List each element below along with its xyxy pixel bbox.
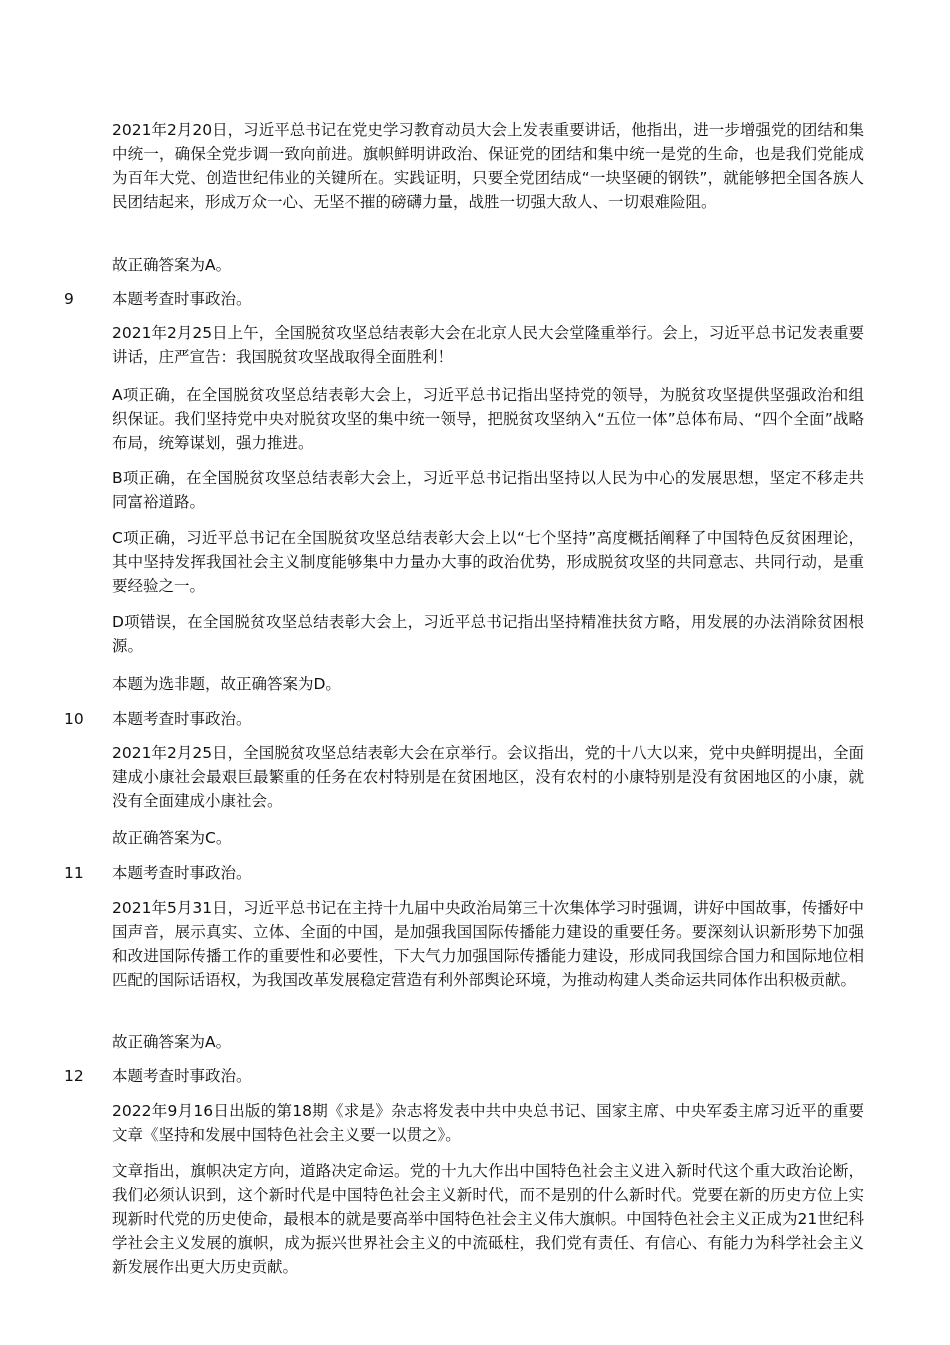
topic-line-9: 本题考查时事政治。: [112, 290, 252, 308]
answer-line-11: 故正确答案为A。: [112, 1033, 232, 1051]
question-number-11: 11: [64, 864, 84, 882]
question-number-12: 12: [64, 1067, 84, 1085]
answer-line-9: 本题为选非题，故正确答案为D。: [112, 675, 341, 693]
paragraph-xiaokang: 2021年2月25日，全国脱贫攻坚总结表彰大会在京举行。会议指出，党的十八大以来，党中央鲜明提出，全面建成小康社会最艰巨最繁重的任务在农村特别是在贫困地区，没有农村的小康特别是没有贫困地区的小康，就没有全面建成小康社会。: [112, 744, 864, 810]
answer-line-8: 故正确答案为A。: [112, 256, 232, 274]
question-number-10: 10: [64, 710, 84, 728]
topic-line-10: 本题考查时事政治。: [112, 710, 252, 728]
paragraph-poverty-victory: 2021年2月25日上午，全国脱贫攻坚总结表彰大会在北京人民大会堂隆重举行。会上，习近平总书记发表重要讲话，庄严宣告：我国脱贫攻坚战取得全面胜利！: [112, 324, 864, 366]
option-a-explanation: A项正确，在全国脱贫攻坚总结表彰大会上，习近平总书记指出坚持党的领导，为脱贫攻坚提供坚强政治和组织保证。我们坚持党中央对脱贫攻坚的集中统一领导，把脱贫攻坚纳入“五位一体”总体布局、“四个全面”战略布局，统筹谋划，强力推进。: [112, 386, 864, 452]
topic-line-12: 本题考查时事政治。: [112, 1067, 252, 1085]
paragraph-qiushi-article: 2022年9月16日出版的第18期《求是》杂志将发表中共中央总书记、国家主席、中央军委主席习近平的重要文章《坚持和发展中国特色社会主义要一以贯之》。: [112, 1102, 864, 1144]
option-c-explanation: C项正确，习近平总书记在全国脱贫攻坚总结表彰大会上以“七个坚持”高度概括阐释了中国特色反贫困理论，其中坚持发挥我国社会主义制度能够集中力量办大事的政治优势，形成脱贫攻坚的共同意志、共同行动，是重要经验之一。: [112, 529, 864, 595]
answer-line-10: 故正确答案为C。: [112, 829, 232, 847]
topic-line-11: 本题考查时事政治。: [112, 864, 252, 882]
option-d-explanation: D项错误，在全国脱贫攻坚总结表彰大会上，习近平总书记指出坚持精准扶贫方略，用发展的办法消除贫困根源。: [112, 613, 864, 655]
option-b-explanation: B项正确，在全国脱贫攻坚总结表彰大会上，习近平总书记指出坚持以人民为中心的发展思想，坚定不移走共同富裕道路。: [112, 469, 864, 511]
question-number-9: 9: [64, 290, 74, 308]
paragraph-international-communication: 2021年5月31日，习近平总书记在主持十九届中央政治局第三十次集体学习时强调，讲好中国故事，传播好中国声音，展示真实、立体、全面的中国，是加强我国国际传播能力建设的重要任务。要深刻认识新形势下加强和改进国际传播工作的重要性和必要性，下大气力加强国际传播能力建设，形成同我国综合国力和国际地位相匹配的国际话语权，为我国改革发展稳定营造有利外部舆论环境，为推动构建人类命运共同体作出积极贡献。: [112, 899, 864, 989]
paragraph-party-unity: 2021年2月20日，习近平总书记在党史学习教育动员大会上发表重要讲话，他指出，进一步增强党的团结和集中统一，确保全党步调一致向前进。旗帜鲜明讲政治、保证党的团结和集中统一是党的生命，也是我们党能成为百年大党、创造世纪伟业的关键所在。实践证明，只要全党团结成“一块坚硬的钢铁”，就能够把全国各族人民团结起来，形成万众一心、无坚不摧的磅礴力量，战胜一切强大敌人、一切艰难险阻。: [112, 121, 864, 211]
paragraph-new-era: 文章指出，旗帜决定方向，道路决定命运。党的十九大作出中国特色社会主义进入新时代这个重大政治论断，我们必须认识到，这个新时代是中国特色社会主义新时代，而不是别的什么新时代。党要在新的历史方位上实现新时代党的历史使命，最根本的就是要高举中国特色社会主义伟大旗帜。中国特色社会主义正成为21世纪科学社会主义发展的旗帜，成为振兴世界社会主义的中流砥柱，我们党有责任、有信心、有能力为科学社会主义新发展作出更大历史贡献。: [112, 1162, 864, 1276]
